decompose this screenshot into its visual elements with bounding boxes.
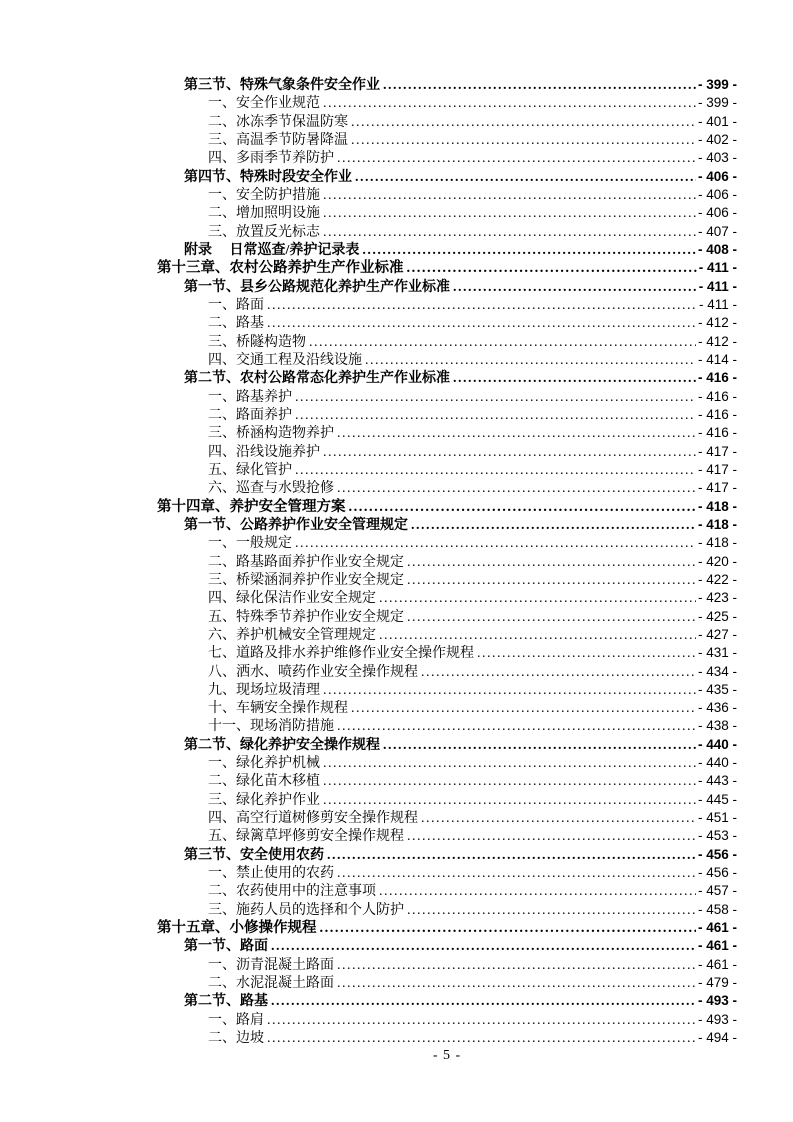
toc-entry[interactable] — [157, 608, 737, 626]
toc-entry-title: 四、绿化保洁作业安全规定 — [208, 591, 376, 607]
toc-entry[interactable] — [157, 956, 737, 974]
toc-dot-leader — [351, 132, 696, 150]
toc-entry[interactable] — [157, 223, 737, 241]
toc-entry-title: 二、增加照明设施 — [208, 206, 320, 222]
toc-entry-page: - 445 - — [697, 791, 737, 807]
toc-entry-page: - 453 - — [697, 828, 737, 844]
toc-dot-leader — [407, 572, 696, 590]
toc-entry-page: - 416 - — [697, 406, 737, 422]
toc-entry[interactable] — [157, 1029, 737, 1047]
toc-entry-page: - 436 - — [697, 700, 737, 716]
toc-entry[interactable] — [157, 94, 737, 112]
toc-entry-title: 三、放置反光标志 — [208, 224, 320, 240]
toc-entry-page: - 401 - — [697, 113, 737, 129]
toc-entry[interactable] — [157, 534, 737, 552]
toc-entry[interactable] — [157, 278, 737, 296]
toc-entry[interactable] — [157, 388, 737, 406]
toc-dot-leader — [379, 590, 696, 608]
toc-entry-page: - 402 - — [697, 131, 737, 147]
toc-entry-page: - 440 - — [697, 736, 737, 752]
toc-entry[interactable] — [157, 131, 737, 149]
toc-entry-page: - 422 - — [697, 571, 737, 587]
toc-entry-title: 五、特殊季节养护作业安全规定 — [208, 609, 404, 625]
toc-entry-title: 二、水泥混凝土路面 — [208, 976, 334, 992]
toc-entry-title: 四、交通工程及沿线设施 — [208, 352, 362, 368]
toc-entry[interactable] — [157, 754, 737, 772]
toc-entry-page: - 438 - — [697, 718, 737, 734]
toc-entry-title: 第三节、特殊气象条件安全作业 — [184, 78, 380, 93]
toc-entry-page: - 458 - — [697, 901, 737, 917]
toc-entry[interactable] — [157, 992, 737, 1010]
toc-entry[interactable] — [157, 351, 737, 369]
toc-dot-leader — [337, 480, 696, 498]
toc-entry[interactable] — [157, 626, 737, 644]
toc-entry-title: 第一节、县乡公路规范化养护生产作业标准 — [184, 279, 450, 295]
toc-dot-leader — [271, 993, 696, 1011]
toc-dot-leader — [453, 370, 696, 388]
toc-entry[interactable] — [157, 168, 737, 186]
toc-dot-leader — [365, 352, 696, 370]
toc-entry-page: - 403 - — [697, 150, 737, 166]
toc-dot-leader — [337, 150, 696, 168]
toc-entry-title: 附录 日常巡查/养护记录表 — [184, 242, 360, 258]
toc-entry-title: 十一、现场消防措施 — [208, 719, 334, 735]
toc-entry-page: - 406 - — [697, 205, 737, 221]
toc-dot-leader — [407, 609, 696, 627]
toc-entry[interactable] — [157, 937, 737, 955]
toc-dot-leader — [351, 700, 696, 718]
toc-entry[interactable] — [157, 974, 737, 992]
toc-entry-page: - 431 - — [697, 645, 737, 661]
toc-entry[interactable] — [157, 186, 737, 204]
toc-dot-leader — [323, 682, 696, 700]
toc-entry-page: - 461 - — [697, 920, 737, 936]
toc-dot-leader — [323, 792, 696, 810]
toc-entry[interactable] — [157, 406, 737, 424]
toc-entry-page: - 408 - — [697, 241, 737, 257]
toc-entry[interactable] — [157, 809, 737, 827]
toc-entry-page: - 399 - — [697, 77, 737, 92]
toc-entry-page: - 411 - — [698, 278, 737, 294]
toc-entry-page: - 457 - — [697, 883, 737, 899]
toc-entry[interactable] — [157, 461, 737, 479]
toc-entry-title: 三、绿化养护作业 — [208, 792, 320, 808]
toc-entry-page: - 411 - — [698, 296, 737, 312]
toc-dot-leader — [421, 810, 696, 828]
toc-entry[interactable] — [157, 882, 737, 900]
toc-entry-page: - 418 - — [697, 535, 737, 551]
toc-dot-leader — [337, 865, 696, 883]
toc-entry[interactable] — [157, 443, 737, 461]
toc-entry-title: 二、冰冻季节保温防寒 — [208, 114, 348, 130]
toc-dot-leader — [337, 975, 696, 993]
toc-entry[interactable] — [157, 589, 737, 607]
toc-dot-leader — [327, 847, 696, 865]
toc-entry-title: 一、沥青混凝土路面 — [208, 957, 334, 973]
toc-entry-title: 一、安全作业规范 — [208, 96, 320, 112]
toc-dot-leader — [295, 407, 696, 425]
toc-entry-page: - 411 - — [698, 260, 737, 276]
toc-dot-leader — [407, 554, 696, 572]
toc-entry-page: - 414 - — [697, 351, 737, 367]
toc-entry-page: - 494 - — [697, 1030, 737, 1046]
toc-entry-page: - 420 - — [697, 553, 737, 569]
toc-entry-title: 六、巡查与水毁抢修 — [208, 481, 334, 497]
toc-entry-title: 第十三章、农村公路养护生产作业标准 — [157, 260, 404, 277]
toc-entry-page: - 399 - — [697, 95, 737, 111]
toc-entry-page: - 456 - — [697, 846, 737, 862]
toc-entry[interactable] — [157, 571, 737, 589]
toc-entry-title: 一、一般规定 — [208, 536, 292, 552]
toc-dot-leader — [337, 957, 696, 975]
toc-entry-page: - 434 - — [697, 663, 737, 679]
toc-entry[interactable] — [157, 498, 737, 516]
toc-entry-title: 第一节、路面 — [184, 939, 268, 955]
toc-entry[interactable] — [157, 864, 737, 882]
toc-dot-leader — [323, 755, 696, 773]
toc-entry-page: - 416 - — [697, 388, 737, 404]
toc-entry-title: 第三节、安全使用农药 — [184, 847, 324, 863]
toc-entry-title: 三、桥涵构造物养护 — [208, 426, 334, 442]
toc-entry-title: 第一节、公路养护作业安全管理规定 — [184, 517, 408, 533]
toc-entry-title: 二、路基路面养护作业安全规定 — [208, 554, 404, 570]
toc-dot-leader — [383, 737, 696, 755]
toc-dot-leader — [323, 95, 696, 113]
toc-dot-leader — [383, 77, 696, 95]
toc-dot-leader — [453, 279, 697, 297]
toc-entry-title: 第二节、农村公路常态化养护生产作业标准 — [184, 371, 450, 387]
toc-entry[interactable] — [157, 846, 737, 864]
toc-entry-title: 二、路面养护 — [208, 407, 292, 423]
toc-dot-leader — [320, 919, 696, 937]
toc-entry-title: 二、绿化苗木移植 — [208, 774, 320, 790]
toc-dot-leader — [349, 498, 696, 516]
toc-entry[interactable] — [157, 791, 737, 809]
toc-entry-page: - 493 - — [697, 1011, 737, 1027]
toc-entry[interactable] — [157, 736, 737, 754]
toc-dot-leader — [407, 902, 696, 920]
toc-entry[interactable] — [157, 1011, 737, 1029]
toc-entry-page: - 493 - — [697, 993, 737, 1009]
toc-entry-page: - 418 - — [697, 498, 737, 514]
toc-entry-page: - 406 - — [697, 186, 737, 202]
toc-entry-page: - 417 - — [697, 461, 737, 477]
toc-dot-leader — [271, 938, 696, 956]
toc-entry-title: 五、绿篱草坪修剪安全操作规程 — [208, 829, 404, 845]
toc-entry-title: 第十四章、养护安全管理方案 — [157, 498, 346, 515]
toc-dot-leader — [379, 883, 696, 901]
toc-dot-leader — [337, 718, 696, 736]
toc-entry-page: - 416 - — [697, 370, 737, 386]
toc-entry[interactable] — [157, 644, 737, 662]
toc-entry-title: 一、路基养护 — [208, 389, 292, 405]
toc-dot-leader — [407, 259, 697, 277]
toc-entry-title: 五、绿化管护 — [208, 462, 292, 478]
toc-dot-leader — [295, 535, 696, 553]
toc-entry-title: 四、沿线设施养护 — [208, 444, 320, 460]
toc-entry-page: - 418 - — [697, 516, 737, 532]
toc-entry-page: - 425 - — [697, 608, 737, 624]
toc-dot-leader — [323, 224, 696, 242]
toc-entry[interactable] — [157, 516, 737, 534]
toc-entry[interactable] — [157, 296, 737, 314]
toc-entry-page: - 417 - — [697, 443, 737, 459]
toc-dot-leader — [407, 828, 696, 846]
toc-entry[interactable] — [157, 827, 737, 845]
toc-entry-title: 六、养护机械安全管理规定 — [208, 627, 376, 643]
toc-entry-title: 八、洒水、喷药作业安全操作规程 — [208, 664, 418, 680]
toc-entry-title: 七、道路及排水养护维修作业安全操作规程 — [208, 646, 474, 662]
toc-entry[interactable] — [157, 204, 737, 222]
toc-entry[interactable] — [157, 149, 737, 167]
toc-entry-page: - 412 - — [697, 315, 737, 331]
toc-dot-leader — [267, 297, 697, 315]
toc-entry-page: - 406 - — [697, 168, 737, 184]
toc-entry-title: 三、桥梁涵洞养护作业安全规定 — [208, 572, 404, 588]
toc-dot-leader — [323, 773, 696, 791]
toc-dot-leader — [295, 462, 696, 480]
toc-dot-leader — [323, 205, 696, 223]
toc-entry-page: - 440 - — [697, 755, 737, 771]
toc-dot-leader — [477, 645, 696, 663]
toc-entry-page: - 412 - — [697, 333, 737, 349]
toc-dot-leader — [379, 627, 696, 645]
toc-entry-title: 十、车辆安全操作规程 — [208, 701, 348, 717]
toc-entry-title: 二、路基 — [208, 316, 264, 332]
toc-entry-title: 一、路面 — [208, 297, 264, 313]
toc-entry-title: 二、边坡 — [208, 1031, 264, 1047]
toc-entry[interactable] — [157, 333, 737, 351]
toc-entry[interactable] — [157, 369, 737, 387]
toc-entry[interactable] — [157, 314, 737, 332]
toc-entry-title: 第二节、路基 — [184, 994, 268, 1010]
toc-entry-title: 三、高温季节防暑降温 — [208, 132, 348, 148]
toc-entry-page: - 435 - — [697, 681, 737, 697]
toc-entry-page: - 407 - — [697, 223, 737, 239]
toc-entry[interactable] — [157, 479, 737, 497]
toc-dot-leader — [362, 242, 696, 260]
toc-entry-title: 三、施药人员的选择和个人防护 — [208, 902, 404, 918]
toc-dot-leader — [355, 169, 696, 187]
toc-entry[interactable] — [157, 772, 737, 790]
toc-entry-title: 第二节、绿化养护安全操作规程 — [184, 737, 380, 753]
toc-entry-title: 四、多雨季节养防护 — [208, 151, 334, 167]
toc-dot-leader — [295, 389, 696, 407]
toc-entry[interactable] — [157, 241, 737, 259]
toc-entry-page: - 451 - — [697, 810, 737, 826]
toc-entry[interactable] — [157, 663, 737, 681]
toc-entry-page: - 443 - — [697, 773, 737, 789]
toc-entry-title: 九、现场垃圾清理 — [208, 682, 320, 698]
toc-dot-leader — [421, 664, 696, 682]
toc-entry-title: 三、桥隧构造物 — [208, 334, 306, 350]
toc-entry-page: - 416 - — [697, 425, 737, 441]
toc-entry-page: - 461 - — [697, 956, 737, 972]
toc-entry[interactable] — [157, 259, 737, 277]
toc-entry-page: - 427 - — [697, 626, 737, 642]
toc-entry[interactable] — [157, 901, 737, 919]
toc-entry[interactable] — [157, 424, 737, 442]
toc-entry[interactable] — [157, 113, 737, 131]
toc-entry-title: 一、绿化养护机械 — [208, 756, 320, 772]
toc-entry-title: 一、禁止使用的农药 — [208, 866, 334, 882]
toc-dot-leader — [267, 315, 696, 333]
toc-entry-page: - 417 - — [697, 480, 737, 496]
toc-entry-title: 二、农药使用中的注意事项 — [208, 884, 376, 900]
toc-entry[interactable] — [157, 717, 737, 735]
toc-dot-leader — [337, 425, 696, 443]
toc-entry-title: 第四节、特殊时段安全作业 — [184, 169, 352, 185]
toc-dot-leader — [323, 444, 696, 462]
toc-dot-leader — [267, 1012, 696, 1030]
toc-entry-page: - 423 - — [697, 590, 737, 606]
toc-entry[interactable] — [157, 553, 737, 571]
toc-entry-title: 第十五章、小修操作规程 — [157, 920, 317, 937]
toc-dot-leader — [323, 187, 696, 205]
toc-dot-leader — [267, 1030, 696, 1048]
toc-entry-page: - 456 - — [697, 865, 737, 881]
toc-entry[interactable] — [157, 699, 737, 717]
toc-list — [157, 76, 737, 1047]
toc-entry-page: - 461 - — [697, 938, 737, 954]
toc-entry-title: 四、高空行道树修剪安全操作规程 — [208, 811, 418, 827]
toc-entry-page: - 479 - — [697, 975, 737, 991]
toc-entry[interactable] — [157, 76, 737, 94]
toc-dot-leader — [411, 517, 696, 535]
toc-dot-leader — [351, 114, 696, 132]
page-number-footer: - 5 - — [432, 1048, 462, 1063]
toc-entry-title: 一、路肩 — [208, 1012, 264, 1028]
toc-dot-leader — [309, 334, 696, 352]
toc-entry[interactable] — [157, 919, 737, 937]
toc-entry[interactable] — [157, 681, 737, 699]
toc-entry-title: 一、安全防护措施 — [208, 187, 320, 203]
